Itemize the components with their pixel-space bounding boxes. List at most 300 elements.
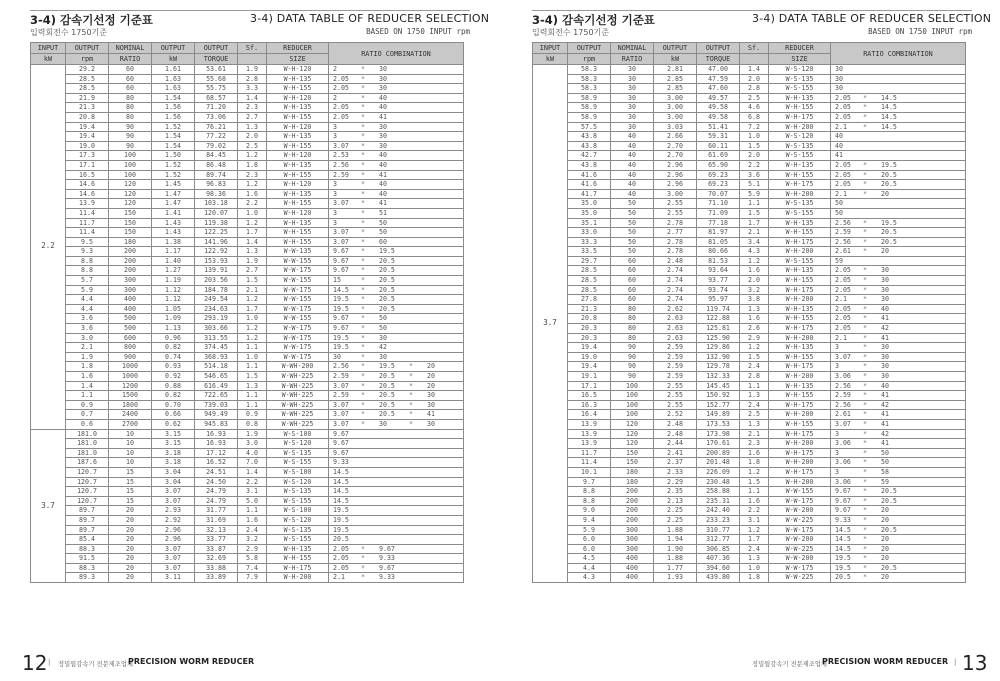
output-kw-cell: 2.96 [654,160,697,170]
nominal-ratio-cell: 30 [611,112,654,122]
output-torque-cell: 24.79 [195,487,238,497]
output-rpm-cell: 58.9 [568,103,611,113]
output-torque-cell: 249.54 [195,295,238,305]
reducer-size-cell: W-H-155 [769,419,831,429]
sf-cell: 1.1 [740,381,769,391]
reducer-size-cell: W-W-155 [267,256,329,266]
table-row [533,276,966,286]
ratio-value: 2.59 [835,391,851,400]
ratio-value: 3.07 [835,419,851,428]
ratio-value: 20.5 [881,228,897,237]
ratio-separator: * [863,93,867,102]
table-row [533,208,966,218]
header-output-kw: OUTPUT [152,43,195,54]
nominal-ratio-cell: 40 [611,180,654,190]
ratio-value: 15 [333,276,341,285]
ratio-value: 3 [835,448,839,457]
ratio-separator: * [863,112,867,121]
table-row [533,151,966,161]
reducer-size-cell: W-H-175 [769,429,831,439]
ratio-value: 2.05 [333,563,349,572]
output-rpm-cell: 120.7 [66,496,109,506]
output-kw-cell: 1.12 [152,285,195,295]
ratio-combination-cell [831,228,966,238]
ratio-separator: * [361,400,365,409]
output-torque-cell: 73.06 [195,112,238,122]
ratio-value: 3 [333,180,337,189]
nominal-ratio-cell: 180 [611,477,654,487]
sf-cell: 4.3 [740,247,769,257]
ratio-value: 30 [881,352,889,361]
ratio-separator: * [361,247,365,256]
ratio-separator: * [863,467,867,476]
output-torque-cell: 141.96 [195,237,238,247]
ratio-combination-cell [329,65,464,75]
ratio-value: 2.59 [835,228,851,237]
ratio-separator: * [409,400,413,409]
reducer-size-cell: W-H-135 [267,218,329,228]
output-torque-cell: 132.90 [697,352,740,362]
table-row [533,419,966,429]
nominal-ratio-cell: 80 [109,112,152,122]
table-row [533,563,966,573]
ratio-combination-cell [329,372,464,382]
ratio-value: 2.53 [333,151,349,160]
table-row [533,295,966,305]
output-kw-cell: 2.70 [654,141,697,151]
output-rpm-cell: 4.4 [66,295,109,305]
sf-cell: 1.2 [740,256,769,266]
nominal-ratio-cell: 60 [109,65,152,75]
ratio-value: 20 [881,247,889,256]
nominal-ratio-cell: 400 [109,295,152,305]
output-torque-cell: 24.51 [195,467,238,477]
table-row [31,487,464,497]
ratio-separator: * [409,381,413,390]
output-kw-cell: 1.63 [152,74,195,84]
sf-cell: 1.1 [238,400,267,410]
right-page [532,0,1000,681]
table-row [533,132,966,142]
table-row [31,84,464,94]
ratio-separator: * [361,132,365,141]
table-row [533,112,966,122]
ratio-value: 20.5 [881,487,897,496]
ratio-value: 2.61 [835,410,851,419]
sf-cell: 2.2 [740,160,769,170]
reducer-size-cell: W-H-155 [267,112,329,122]
table-header [31,43,464,65]
output-torque-cell: 103.18 [195,199,238,209]
output-torque-cell: 53.61 [195,65,238,75]
sf-cell: 1.2 [238,295,267,305]
output-kw-cell: 2.78 [654,218,697,228]
sf-cell: 1.0 [238,208,267,218]
nominal-ratio-cell: 120 [611,439,654,449]
ratio-combination-cell [831,544,966,554]
table-row [31,180,464,190]
ratio-value: 19.5 [881,218,897,227]
reducer-size-cell: W-H-175 [769,467,831,477]
nominal-ratio-cell: 150 [611,448,654,458]
ratio-combination-cell [831,554,966,564]
output-torque-cell: 47.59 [697,74,740,84]
ratio-separator: * [361,285,365,294]
reducer-size-cell: W-W-225 [769,544,831,554]
sf-cell: 1.4 [740,65,769,75]
nominal-ratio-cell: 1800 [109,400,152,410]
reducer-size-cell: W-H-135 [769,266,831,276]
nominal-ratio-cell: 10 [109,429,152,439]
ratio-value: 2.05 [333,74,349,83]
output-torque-cell: 55.75 [195,84,238,94]
output-kw-cell: 1.05 [152,304,195,314]
sf-cell: 1.1 [238,362,267,372]
ratio-combination-cell [831,573,966,583]
output-kw-cell: 1.19 [152,276,195,286]
ratio-value: 9.67 [379,544,395,553]
output-torque-cell: 739.03 [195,400,238,410]
ratio-value: 20.5 [379,295,395,304]
table-row [533,199,966,209]
sf-cell: 1.2 [238,151,267,161]
ratio-value: 19.5 [333,295,349,304]
ratio-separator: * [863,304,867,313]
output-kw-cell: 2.96 [152,525,195,535]
reducer-size-cell: W-S-155 [769,208,831,218]
ratio-separator: * [863,410,867,419]
output-torque-cell: 76.21 [195,122,238,132]
nominal-ratio-cell: 20 [109,554,152,564]
output-kw-cell: 2.48 [654,429,697,439]
ratio-value: 3.07 [333,419,349,428]
reducer-size-cell: W-S-120 [267,477,329,487]
output-rpm-cell: 5.9 [568,525,611,535]
reducer-size-cell: W-S-120 [769,132,831,142]
ratio-value: 2.05 [333,554,349,563]
output-torque-cell: 313.55 [195,333,238,343]
header-output-torque: TORQUE [195,54,238,65]
ratio-separator: * [361,218,365,227]
ratio-separator: * [863,362,867,371]
reducer-size-cell: W-H-135 [267,103,329,113]
output-rpm-cell: 9.0 [568,506,611,516]
table-row [533,256,966,266]
output-kw-cell: 2.55 [654,208,697,218]
output-kw-cell: 1.94 [654,535,697,545]
input-kw-cell: 2.2 [31,65,66,430]
ratio-combination-cell [329,381,464,391]
ratio-separator: * [863,573,867,582]
nominal-ratio-cell: 15 [109,477,152,487]
output-kw-cell: 1.77 [654,563,697,573]
reducer-size-cell: W-H-135 [769,93,831,103]
output-torque-cell: 16.93 [195,429,238,439]
table-row [533,141,966,151]
output-torque-cell: 132.33 [697,372,740,382]
output-kw-cell: 1.90 [654,544,697,554]
header-nominal-ratio: NOMINAL [109,43,152,54]
nominal-ratio-cell: 90 [611,343,654,353]
ratio-value: 40 [379,151,387,160]
ratio-combination-cell [329,208,464,218]
table-row [31,151,464,161]
ratio-separator: * [361,333,365,342]
reducer-size-cell: W-WH-225 [267,372,329,382]
ratio-combination-cell [831,304,966,314]
sf-cell: 1.4 [238,467,267,477]
output-torque-cell: 153.93 [195,256,238,266]
sf-cell: 1.2 [740,467,769,477]
footer-product-name: PRECISION WORM REDUCER [128,657,255,666]
output-torque-cell: 47.60 [697,84,740,94]
table-row [533,160,966,170]
reducer-size-cell: W-H-155 [769,170,831,180]
table-row [533,343,966,353]
output-torque-cell: 145.45 [697,381,740,391]
table-row [533,458,966,468]
output-torque-cell: 306.85 [697,544,740,554]
reducer-size-cell: W-S-100 [267,467,329,477]
output-rpm-cell: 21.3 [568,304,611,314]
reducer-size-cell: W-H-135 [769,160,831,170]
ratio-combination-cell [831,112,966,122]
ratio-value: 2.59 [333,170,349,179]
sf-cell: 1.1 [740,199,769,209]
ratio-value: 30 [881,372,889,380]
sf-cell: 1.7 [238,228,267,238]
ratio-combination-cell [831,563,966,573]
ratio-value: 40 [379,180,387,189]
ratio-combination-cell [329,151,464,161]
ratio-value: 50 [881,448,889,457]
output-torque-cell: 242.40 [697,506,740,516]
ratio-value: 42 [881,400,889,409]
output-torque-cell: 310.77 [697,525,740,535]
sf-cell: 1.6 [740,496,769,506]
sf-cell: 1.3 [238,122,267,132]
ratio-separator: * [863,381,867,390]
ratio-combination-cell [329,170,464,180]
reducer-size-cell: W-S-135 [769,199,831,209]
header-input-kw: kW [533,54,568,65]
ratio-value: 40 [835,132,843,141]
ratio-value: 9.67 [333,448,349,457]
sf-cell: 3.1 [740,515,769,525]
output-rpm-cell: 28.5 [66,84,109,94]
output-kw-cell: 1.54 [152,132,195,142]
ratio-value: 2.05 [333,103,349,112]
output-kw-cell: 2.74 [654,285,697,295]
output-torque-cell: 70.07 [697,189,740,199]
output-torque-cell: 17.12 [195,448,238,458]
ratio-separator: * [409,362,413,371]
reducer-size-cell: W-H-155 [267,141,329,151]
ratio-separator: * [361,544,365,553]
ratio-value: 3.06 [835,439,851,448]
table-row [533,372,966,382]
nominal-ratio-cell: 50 [611,228,654,238]
table-row [533,74,966,84]
reducer-size-cell: W-H-200 [769,189,831,199]
ratio-value: 40 [379,93,387,102]
output-torque-cell: 77.18 [697,218,740,228]
table-row [31,160,464,170]
ratio-combination-cell [329,477,464,487]
ratio-combination-cell [831,84,966,94]
output-rpm-cell: 33.3 [568,237,611,247]
table-row [533,477,966,487]
output-rpm-cell: 3.6 [66,324,109,334]
output-kw-cell: 0.82 [152,391,195,401]
table-row [31,352,464,362]
output-torque-cell: 31.69 [195,515,238,525]
sf-cell: 1.0 [238,352,267,362]
nominal-ratio-cell: 90 [109,141,152,151]
ratio-value: 40 [379,103,387,112]
ratio-separator: * [409,419,413,428]
reducer-size-cell: W-H-200 [769,295,831,305]
ratio-combination-cell [831,151,966,161]
table-row [533,218,966,228]
ratio-value: 50 [835,208,843,217]
output-rpm-cell: 9.4 [568,515,611,525]
ratio-value: 20.5 [379,372,395,380]
reducer-size-cell: W-H-135 [769,343,831,353]
ratio-value: 20.5 [881,563,897,572]
nominal-ratio-cell: 150 [109,208,152,218]
table-row [533,448,966,458]
output-torque-cell: 139.91 [195,266,238,276]
ratio-combination-cell [831,352,966,362]
reducer-size-cell: W-H-175 [769,448,831,458]
output-torque-cell: 226.09 [697,467,740,477]
output-torque-cell: 33.77 [195,535,238,545]
output-rpm-cell: 181.0 [66,429,109,439]
sf-cell: 1.2 [238,180,267,190]
sf-cell: 1.5 [238,276,267,286]
sf-cell: 1.5 [740,352,769,362]
output-torque-cell: 394.60 [697,563,740,573]
ratio-combination-cell [831,132,966,142]
reducer-size-cell: W-W-155 [769,487,831,497]
output-rpm-cell: 1.1 [66,391,109,401]
ratio-value: 30 [881,276,889,285]
ratio-value: 2.05 [835,103,851,112]
header-output-rpm: OUTPUT [568,43,611,54]
ratio-combination-cell [831,477,966,487]
sf-cell: 1.6 [740,266,769,276]
output-kw-cell: 2.13 [654,496,697,506]
output-torque-cell: 722.65 [195,391,238,401]
footer-company-korean: 정밀웜감속기 전문제조업체 [752,661,827,668]
ratio-value: 59 [835,256,843,265]
page-number: 13 [962,651,988,675]
sf-cell: 2.4 [238,525,267,535]
table-row [31,563,464,573]
reducer-size-cell: W-H-200 [769,439,831,449]
ratio-combination-cell [329,314,464,324]
table-row [31,496,464,506]
sf-cell: 2.5 [740,93,769,103]
output-kw-cell: 1.56 [152,103,195,113]
ratio-value: 20.5 [379,410,395,419]
nominal-ratio-cell: 20 [109,535,152,545]
ratio-value: 20.5 [881,496,897,505]
output-torque-cell: 125.90 [697,333,740,343]
reducer-size-cell: W-S-155 [267,535,329,545]
table-row [533,247,966,257]
reducer-size-cell: W-W-200 [769,554,831,564]
output-rpm-cell: 33.0 [568,228,611,238]
sf-cell: 2.0 [740,151,769,161]
ratio-value: 14.5 [835,525,851,534]
ratio-combination-cell [831,65,966,75]
ratio-separator: * [863,189,867,198]
nominal-ratio-cell: 90 [611,362,654,372]
ratio-value: 42 [379,343,387,352]
table-row [31,112,464,122]
output-rpm-cell: 19.0 [66,141,109,151]
table-row [533,391,966,401]
nominal-ratio-cell: 180 [109,237,152,247]
reducer-size-cell: W-H-175 [769,324,831,334]
nominal-ratio-cell: 100 [109,170,152,180]
header-reducer-size: SIZE [267,54,329,65]
output-kw-cell: 3.03 [654,122,697,132]
output-rpm-cell: 0.7 [66,410,109,420]
output-kw-cell: 3.00 [654,103,697,113]
nominal-ratio-cell: 30 [611,93,654,103]
header-reducer-size: REDUCER [267,43,329,54]
sf-cell: 1.5 [740,477,769,487]
nominal-ratio-cell: 120 [611,419,654,429]
nominal-ratio-cell: 50 [611,237,654,247]
header-row [31,43,464,54]
sf-cell: 1.7 [238,304,267,314]
nominal-ratio-cell: 15 [109,496,152,506]
output-rpm-cell: 8.8 [568,487,611,497]
output-rpm-cell: 19.1 [568,372,611,382]
ratio-value: 20.5 [379,266,395,275]
table-row [533,535,966,545]
ratio-separator: * [863,506,867,515]
ratio-value: 9.67 [333,247,349,256]
ratio-combination-cell [831,333,966,343]
sf-cell: 2.8 [238,74,267,84]
nominal-ratio-cell: 900 [109,352,152,362]
nominal-ratio-cell: 80 [109,93,152,103]
output-torque-cell: 61.69 [697,151,740,161]
output-kw-cell: 3.18 [152,448,195,458]
ratio-combination-cell [329,160,464,170]
output-rpm-cell: 11.7 [568,448,611,458]
table-row [31,381,464,391]
reducer-size-cell: W-WH-225 [267,419,329,429]
ratio-separator: * [361,391,365,400]
output-rpm-cell: 13.9 [568,419,611,429]
ratio-combination-cell [329,487,464,497]
output-rpm-cell: 58.9 [568,93,611,103]
ratio-value: 2.56 [333,160,349,169]
reducer-size-cell: W-W-175 [769,563,831,573]
output-torque-cell: 49.57 [697,93,740,103]
output-rpm-cell: 120.7 [66,477,109,487]
ratio-separator: * [361,65,365,73]
output-rpm-cell: 3.6 [66,314,109,324]
ratio-value: 40 [881,381,889,390]
ratio-value: 50 [379,314,387,323]
